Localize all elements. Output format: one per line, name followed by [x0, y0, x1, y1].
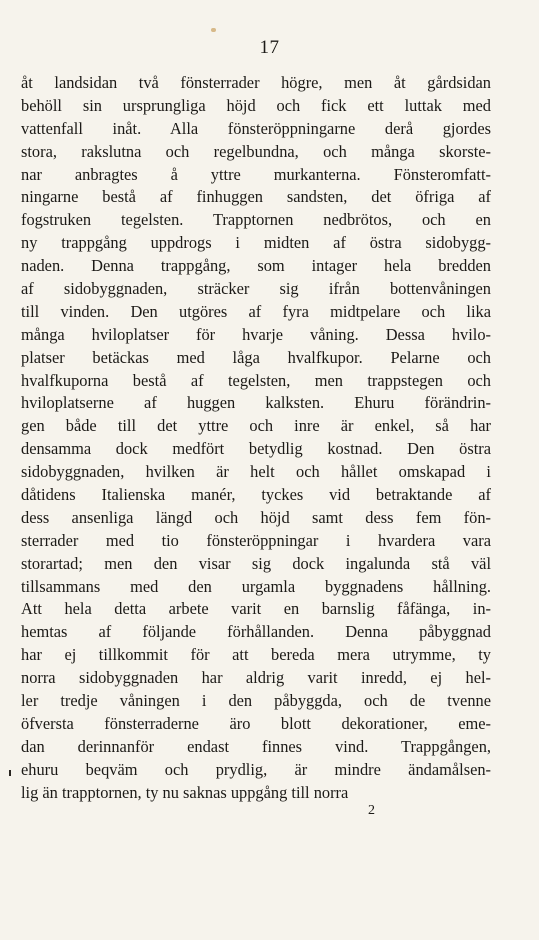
- text-line: Att hela detta arbete varit en barnslig fåfänga, in-: [21, 599, 491, 619]
- body-text: [20, 72, 491, 805]
- text-line: tillsammans med den urgamla byggnadens hållning.: [21, 576, 491, 596]
- text-line: vattenfall inåt. Alla fönsteröppningarne derå gjordes: [21, 118, 491, 138]
- page-number: 17: [259, 37, 280, 58]
- text-line: sidobyggnaden, hvilken är helt och hållet omskapad i: [21, 462, 491, 482]
- text-line: densamma dock medfört betydlig kostnad. Den östra: [21, 439, 491, 459]
- text-line: många hviloplatser för hvarje våning. Dessa hvilo-: [21, 324, 491, 344]
- text-line: ler tredje våningen i den påbyggda, och de tvenne: [21, 691, 491, 711]
- text-line: har ej tillkommit för att bereda mera utrymme, ty: [21, 645, 491, 665]
- text-line: platser betäckas med låga hvalfkupor. Pelarne och: [21, 347, 491, 367]
- text-line: till vinden. Den utgöres af fyra midtpelare och lika: [21, 301, 491, 321]
- text-line: öfversta fönsterraderne äro blott dekorationer, eme-: [21, 713, 491, 733]
- text-line: stora, rakslutna och regelbundna, och många skorste-: [21, 141, 491, 161]
- text-line: lig än trapptornen, ty nu saknas uppgång till norra: [21, 782, 349, 802]
- text-line: åt landsidan två fönsterrader högre, men åt gårdsidan: [21, 73, 491, 92]
- text-line: fogstruken tegelsten. Trapptornen nedbrötos, och en: [21, 210, 491, 230]
- text-line: dåtidens Italienska manér, tyckes vid betraktande af: [21, 485, 491, 505]
- text-line: dess ansenliga längd och höjd samt dess fem fön-: [21, 507, 491, 527]
- text-line: naden. Denna trappgång, som intager hela bredden: [21, 256, 491, 276]
- signature-mark: 2: [368, 802, 375, 818]
- text-line: gen både till det yttre och inre är enkel, så har: [21, 416, 491, 436]
- text-line: sterrader med tio fönsteröppningar i hvardera vara: [21, 530, 491, 550]
- text-line: ningarne bestå af finhuggen sandsten, det öfriga af: [21, 187, 491, 207]
- text-line: norra sidobyggnaden har aldrig varit inredd, ej hel-: [21, 668, 491, 688]
- text-line: af sidobyggnaden, sträcker sig ifrån bottenvåningen: [21, 279, 491, 299]
- text-line: ehuru beqväm och prydlig, är mindre ändamålsen-: [21, 759, 491, 779]
- margin-mark: [9, 770, 11, 776]
- text-line: behöll sin ursprungliga höjd och fick ett luttak med: [21, 95, 491, 115]
- text-line: nar anbragtes å yttre murkanterna. Fönsteromfatt-: [21, 164, 491, 184]
- text-line: storartad; men den visar sig dock ingalunda stå väl: [21, 553, 491, 573]
- text-line: dan derinnanför endast finnes vind. Trappgången,: [21, 736, 491, 756]
- text-line: hemtas af följande förhållanden. Denna påbyggnad: [21, 622, 491, 642]
- text-line: hviloplatserne af huggen kalksten. Ehuru förändrin-: [21, 393, 491, 413]
- text-line: hvalfkuporna bestå af tegelsten, men trappstegen och: [21, 370, 491, 390]
- paper-stain: [211, 28, 216, 32]
- text-line: ny trappgång uppdrogs i midten af östra sidobygg-: [21, 233, 491, 253]
